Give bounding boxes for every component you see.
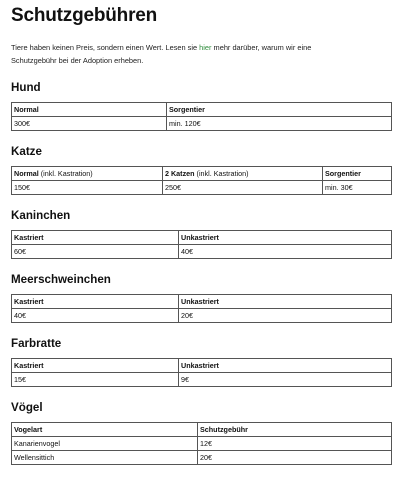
- fee-table-meerschweinchen: [11, 294, 392, 323]
- fee-table-kaninchen: [11, 230, 392, 259]
- table-cell: 40€: [179, 245, 392, 259]
- table-row: [12, 309, 392, 323]
- section-heading-meerschweinchen: Meerschweinchen: [11, 273, 111, 286]
- table-header: Kastriert: [12, 231, 179, 245]
- fee-table-farbratte: [11, 358, 392, 387]
- section-heading-kaninchen: Kaninchen: [11, 209, 71, 222]
- fee-table-hund: [11, 102, 392, 131]
- table-row: [12, 451, 392, 465]
- table-header: Unkastriert: [179, 359, 392, 373]
- page-title: Schutzgebühren: [11, 5, 158, 26]
- table-header: 2 Katzen (inkl. Kastration): [163, 167, 323, 181]
- table-cell: 9€: [179, 373, 392, 387]
- table-header: Sorgentier: [167, 103, 392, 117]
- table-cell: 12€: [198, 437, 392, 451]
- table-header: Unkastriert: [179, 231, 392, 245]
- section-heading-voegel: Vögel: [11, 401, 43, 414]
- table-cell: 60€: [12, 245, 179, 259]
- table-cell: 250€: [163, 181, 323, 195]
- table-cell: 20€: [198, 451, 392, 465]
- table-cell: 40€: [12, 309, 179, 323]
- table-cell: 150€: [12, 181, 163, 195]
- table-header: Vogelart: [12, 423, 198, 437]
- intro-text-line2: Schutzgebühr bei der Adoption erheben.: [11, 56, 144, 65]
- intro-text: [11, 41, 391, 67]
- table-cell: 20€: [179, 309, 392, 323]
- section-heading-katze: Katze: [11, 145, 42, 158]
- table-header: Normal (inkl. Kastration): [12, 167, 163, 181]
- table-cell: Kanarienvogel: [12, 437, 198, 451]
- table-header: Normal: [12, 103, 167, 117]
- table-header: Kastriert: [12, 295, 179, 309]
- table-header: Schutzgebühr: [198, 423, 392, 437]
- table-cell: Wellensittich: [12, 451, 198, 465]
- section-heading-farbratte: Farbratte: [11, 337, 62, 350]
- read-more-link[interactable]: hier: [199, 43, 212, 52]
- table-row: [12, 437, 392, 451]
- table-cell: min. 120€: [167, 117, 392, 131]
- table-cell: min. 30€: [323, 181, 392, 195]
- table-row: [12, 117, 392, 131]
- fee-table-voegel: [11, 422, 392, 465]
- intro-text-end: mehr darüber, warum wir eine: [211, 43, 312, 52]
- table-header: Kastriert: [12, 359, 179, 373]
- table-cell: 15€: [12, 373, 179, 387]
- intro-text-start: Tiere haben keinen Preis, sondern einen Wert. Lesen sie: [11, 43, 200, 52]
- table-header: Sorgentier: [323, 167, 392, 181]
- table-cell: 300€: [12, 117, 167, 131]
- fee-table-katze: [11, 166, 392, 195]
- table-row: [12, 373, 392, 387]
- section-heading-hund: Hund: [11, 81, 41, 94]
- table-row: [12, 181, 392, 195]
- table-header: Unkastriert: [179, 295, 392, 309]
- table-row: [12, 245, 392, 259]
